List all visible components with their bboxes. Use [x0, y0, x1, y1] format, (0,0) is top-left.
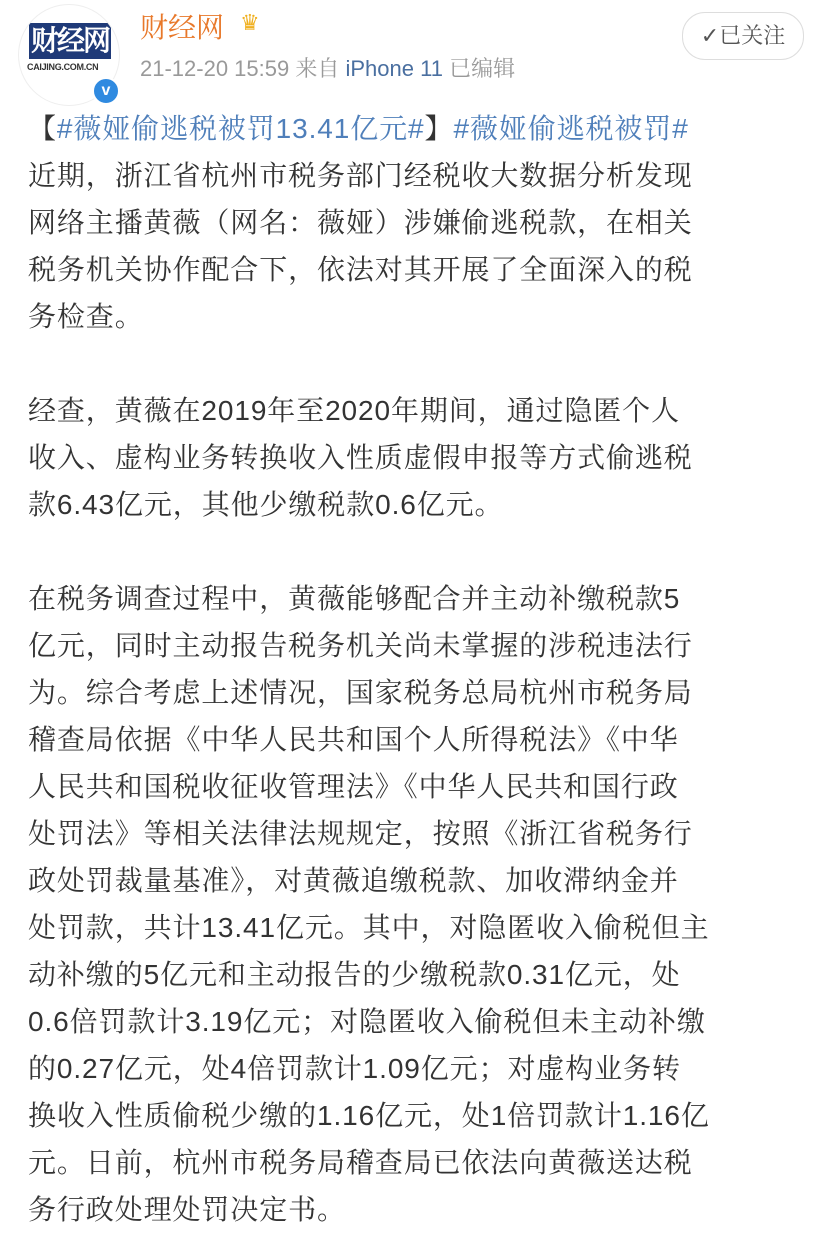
- post-line: 政处罚裁量基准》，对黄薇追缴税款、加收滞纳金并: [28, 865, 679, 896]
- post-line: 人民共和国税收征收管理法》《中华人民共和国行政: [28, 771, 679, 802]
- username[interactable]: 财经网: [140, 12, 225, 43]
- source-device[interactable]: iPhone 11: [345, 56, 443, 81]
- post-line: 税务机关协作配合下，依法对其开展了全面深入的税: [28, 254, 693, 285]
- paragraph-gap: [28, 528, 710, 575]
- post-meta: [140, 52, 515, 83]
- post-line: 网络主播黄薇（网名：薇娅）涉嫌偷逃税款，在相关: [28, 207, 693, 238]
- post-line: 动补缴的5亿元和主动报告的少缴税款0.31亿元，处: [28, 959, 681, 990]
- post-line: [28, 105, 710, 152]
- post-line: 元。日前，杭州市税务局稽查局已依法向黄薇送达税: [28, 1147, 693, 1178]
- post-line: 换收入性质偷税少缴的1.16亿元，处1倍罚款计1.16亿: [28, 1100, 710, 1131]
- timestamp: 21-12-20 15:59: [140, 56, 290, 81]
- hashtag-link[interactable]: #薇娅偷逃税被罚13.41亿元#: [56, 113, 425, 144]
- edited-label[interactable]: 已编辑: [449, 56, 516, 81]
- vip-crown-icon: ♛: [240, 10, 260, 35]
- bracket: 【: [28, 113, 57, 144]
- post-line: 在税务调查过程中，黄薇能够配合并主动补缴税款5: [28, 583, 681, 614]
- verified-badge-icon: v: [92, 77, 120, 105]
- post-line: 务行政处理处罚决定书。: [28, 1194, 346, 1225]
- bracket: 】: [424, 113, 454, 144]
- avatar-logo-sub: CAIJING.COM.CN: [27, 62, 99, 72]
- post-line: 0.6倍罚款计3.19亿元；对隐匿收入偷税但未主动补缴: [28, 1006, 706, 1037]
- source-prefix: 来自: [295, 56, 340, 81]
- paragraph-gap: [28, 340, 710, 387]
- post-body: [28, 105, 710, 1233]
- follow-button[interactable]: ✓已关注: [682, 12, 804, 60]
- post-line: 收入、虚构业务转换收入性质虚假申报等方式偷逃税: [28, 442, 693, 473]
- post-line: 近期，浙江省杭州市税务部门经税收大数据分析发现: [28, 160, 693, 191]
- hashtag-link[interactable]: #薇娅偷逃税被罚#: [453, 113, 689, 144]
- post-line: 稽查局依据《中华人民共和国个人所得税法》《中华: [28, 724, 679, 755]
- post-line: 为。综合考虑上述情况，国家税务总局杭州市税务局: [28, 677, 693, 708]
- post-line: 处罚款，共计13.41亿元。其中，对隐匿收入偷税但主: [28, 912, 710, 943]
- post-line: 款6.43亿元，其他少缴税款0.6亿元。: [28, 489, 504, 520]
- post-line: 经查，黄薇在2019年至2020年期间，通过隐匿个人: [28, 395, 680, 426]
- post-line: 务检查。: [28, 301, 144, 332]
- post-line: 亿元，同时主动报告税务机关尚未掌握的涉税违法行: [28, 630, 693, 661]
- post-line: 的0.27亿元，处4倍罚款计1.09亿元；对虚构业务转: [28, 1053, 681, 1084]
- avatar-logo: 财经网: [29, 23, 111, 59]
- post-line: 处罚法》等相关法律法规规定，按照《浙江省税务行: [28, 818, 693, 849]
